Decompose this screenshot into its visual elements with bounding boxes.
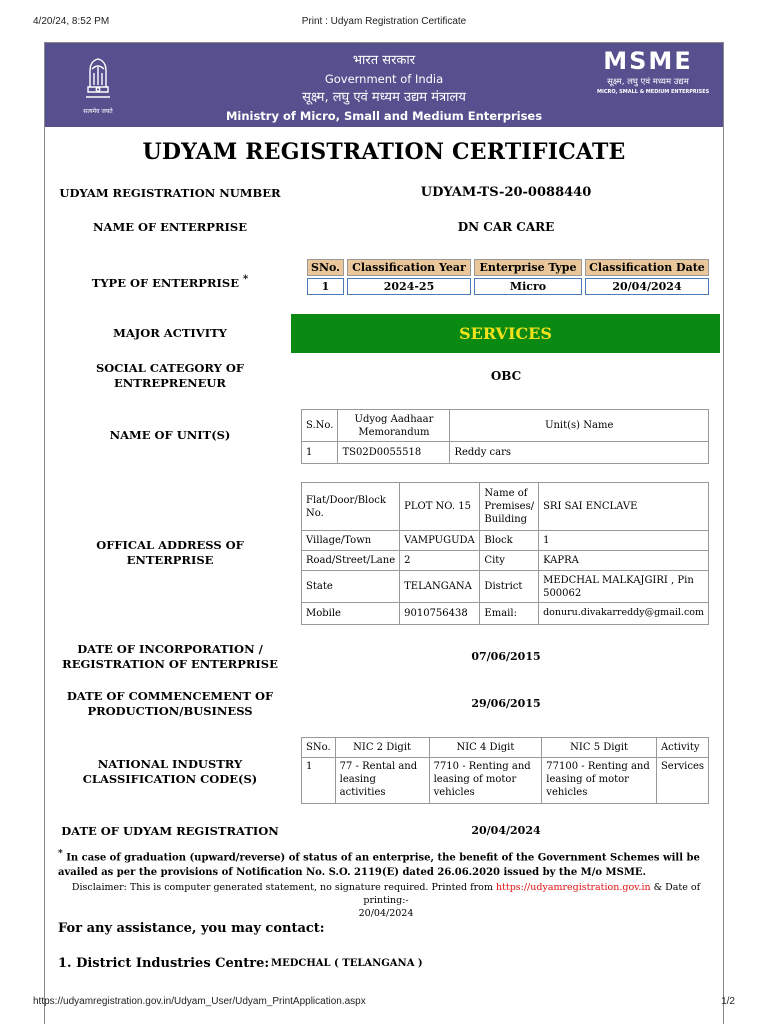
incorporation-label [48, 642, 292, 672]
dic-value: MEDCHAL ( TELANGANA ) [271, 958, 423, 969]
enterprise-type-table [304, 257, 712, 297]
table-row [302, 758, 709, 804]
print-page-number: 1/2 [721, 996, 735, 1007]
enterprise-type-label-text: TYPE OF ENTERPRISE [91, 275, 239, 290]
cell-city-value: KAPRA [539, 551, 709, 571]
cell-sno: 1 [302, 442, 338, 464]
address-label [48, 538, 292, 568]
nic-label [48, 757, 292, 787]
print-url: https://udyamregistration.gov.in/Udyam_User/Udyam_PrintApplication.aspx [33, 996, 366, 1007]
units-label: NAME OF UNIT(S) [109, 428, 231, 442]
cell-mobile-label: Mobile [302, 603, 400, 625]
cell-sno: 1 [302, 758, 336, 804]
table-row [302, 483, 709, 531]
col-nic-2-digit: NIC 2 Digit [335, 738, 429, 758]
major-activity-label: MAJOR ACTIVITY [113, 326, 227, 340]
cell-classification-year: 2024-25 [347, 278, 471, 295]
cell-enterprise-type: Micro [474, 278, 582, 295]
incorporation-label-line2: REGISTRATION OF ENTERPRISE [62, 656, 278, 671]
cell-block-label: Block [480, 531, 539, 551]
cell-activity: Services [656, 758, 708, 804]
incorporation-date: 07/06/2015 [471, 650, 541, 663]
cell-road-label: Road/Street/Lane [302, 551, 400, 571]
cell-premises-label: Name of Premises/ Building [480, 483, 539, 531]
nic-table [301, 737, 709, 804]
units-header-row [302, 410, 709, 442]
banner-hindi-govt: भारत सरकार [352, 53, 416, 68]
certificate-title: UDYAM REGISTRATION CERTIFICATE [142, 139, 626, 165]
cell-state-label: State [302, 571, 400, 603]
cell-road-value: 2 [400, 551, 480, 571]
cell-district-label: District [480, 571, 539, 603]
udyam-date-label: DATE OF UDYAM REGISTRATION [61, 824, 279, 838]
col-enterprise-type: Enterprise Type [474, 259, 582, 276]
table-row [302, 551, 709, 571]
cell-sno: 1 [307, 278, 344, 295]
social-category-value: OBC [490, 369, 522, 383]
msme-logo-text: MSME [603, 47, 693, 75]
government-banner [45, 43, 723, 127]
col-classification-date: Classification Date [585, 259, 709, 276]
enterprise-type-label [48, 273, 292, 291]
disclaimer [58, 882, 714, 920]
footnote-star: * [58, 849, 63, 859]
disclaimer-text: Disclaimer: This is computer generated statement, no signature required. Printed from [71, 882, 493, 893]
commencement-label [48, 689, 292, 719]
cell-unit-name: Reddy cars [450, 442, 709, 464]
dic-label: 1. District Industries Centre: [58, 956, 270, 971]
cell-village-value: VAMPUGUDA [400, 531, 480, 551]
col-unit-name: Unit(s) Name [450, 410, 709, 442]
cell-premises-value: SRI SAI ENCLAVE [539, 483, 709, 531]
table-row [302, 571, 709, 603]
col-udyog-memorandum: Udyog Aadhaar Memorandum [338, 410, 450, 442]
cell-flat-value: PLOT NO. 15 [400, 483, 480, 531]
cell-district-value: MEDCHAL MALKAJGIRI , Pin 500062 [539, 571, 709, 603]
reg-number-value: UDYAM-TS-20-0088440 [420, 185, 592, 200]
col-nic-5-digit: NIC 5 Digit [542, 738, 657, 758]
cell-mobile-value: 9010756438 [400, 603, 480, 625]
msme-subtitle: MICRO, SMALL & MEDIUM ENTERPRISES [597, 89, 710, 95]
nic-label-line1: NATIONAL INDUSTRY [97, 757, 243, 771]
social-category-label [48, 361, 292, 391]
col-sno: SNo. [302, 738, 336, 758]
cell-city-label: City [480, 551, 539, 571]
table-row [307, 278, 709, 295]
col-activity: Activity [656, 738, 708, 758]
enterprise-type-asterisk: * [242, 274, 249, 285]
cell-village-label: Village/Town [302, 531, 400, 551]
col-sno: S.No. [302, 410, 338, 442]
commencement-label-line1: DATE OF COMMENCEMENT OF [66, 689, 274, 703]
assistance-heading: For any assistance, you may contact: [58, 921, 325, 936]
msme-hindi: सूक्ष्म, लघु एवं मध्यम उद्यम [607, 77, 689, 87]
cell-classification-date: 20/04/2024 [585, 278, 709, 295]
units-table [301, 409, 709, 464]
cell-email-label: Email: [480, 603, 539, 625]
enterprise-type-header-row [307, 259, 709, 276]
banner-govt-of-india: Government of India [324, 72, 444, 86]
cell-block-value: 1 [539, 531, 709, 551]
address-table [301, 482, 709, 625]
print-date: 20/04/2024 [358, 907, 414, 919]
cell-nic-4-digit: 7710 - Renting and leasing of motor vehicles [429, 758, 542, 804]
major-activity-value: SERVICES [291, 314, 720, 353]
address-label-line2: ENTERPRISE [126, 552, 214, 567]
table-row [302, 442, 709, 464]
banner-ministry: Ministry of Micro, Small and Medium Enterprises [225, 109, 543, 123]
address-label-line1: OFFICAL ADDRESS OF [96, 538, 244, 552]
commencement-date: 29/06/2015 [471, 697, 541, 710]
social-category-label-line1: SOCIAL CATEGORY OF [95, 361, 245, 375]
cell-flat-label: Flat/Door/Block No. [302, 483, 400, 531]
print-page-title: Print : Udyam Registration Certificate [301, 16, 467, 27]
nic-label-line2: CLASSIFICATION CODE(S) [82, 771, 258, 786]
banner-hindi-ministry: सूक्ष्म, लघु एवं मध्यम उद्यम मंत्रालय [302, 90, 466, 105]
incorporation-label-line1: DATE OF INCORPORATION / [77, 642, 263, 656]
table-row [302, 603, 709, 625]
cell-state-value: TELANGANA [400, 571, 480, 603]
social-category-label-line2: ENTREPRENEUR [114, 375, 226, 390]
reg-number-label: UDYAM REGISTRATION NUMBER [59, 186, 281, 200]
cell-nic-5-digit: 77100 - Renting and leasing of motor vehicles [542, 758, 657, 804]
col-nic-4-digit: NIC 4 Digit [429, 738, 542, 758]
commencement-label-line2: PRODUCTION/BUSINESS [87, 703, 253, 718]
enterprise-name-label: NAME OF ENTERPRISE [93, 220, 247, 234]
footnote-text: In case of graduation (upward/reverse) of status of an enterprise, the benefit of the Government Schemes will be availed as per the provisions of Notification No. S.O. 2119(E) dated 26.06.2020 issued by the M/o MSME. [58, 852, 700, 878]
udyam-date-value: 20/04/2024 [471, 824, 541, 837]
msme-logo [597, 47, 710, 109]
emblem-caption: सत्यमेव जयते [83, 108, 113, 115]
col-sno: SNo. [307, 259, 344, 276]
table-row [302, 531, 709, 551]
disclaimer-print-label: & Date of printing:- [363, 882, 701, 906]
udyam-website-link[interactable]: https://udyamregistration.gov.in [495, 882, 651, 893]
graduation-footnote [58, 848, 714, 880]
cell-nic-2-digit: 77 - Rental and leasing activities [335, 758, 429, 804]
col-classification-year: Classification Year [347, 259, 471, 276]
enterprise-name-value: DN CAR CARE [457, 220, 555, 234]
cell-email-value: donuru.divakarreddy@gmail.com [539, 603, 709, 625]
nic-header-row [302, 738, 709, 758]
cell-memorandum-number: TS02D0055518 [338, 442, 450, 464]
print-datetime: 4/20/24, 8:52 PM [33, 16, 110, 27]
